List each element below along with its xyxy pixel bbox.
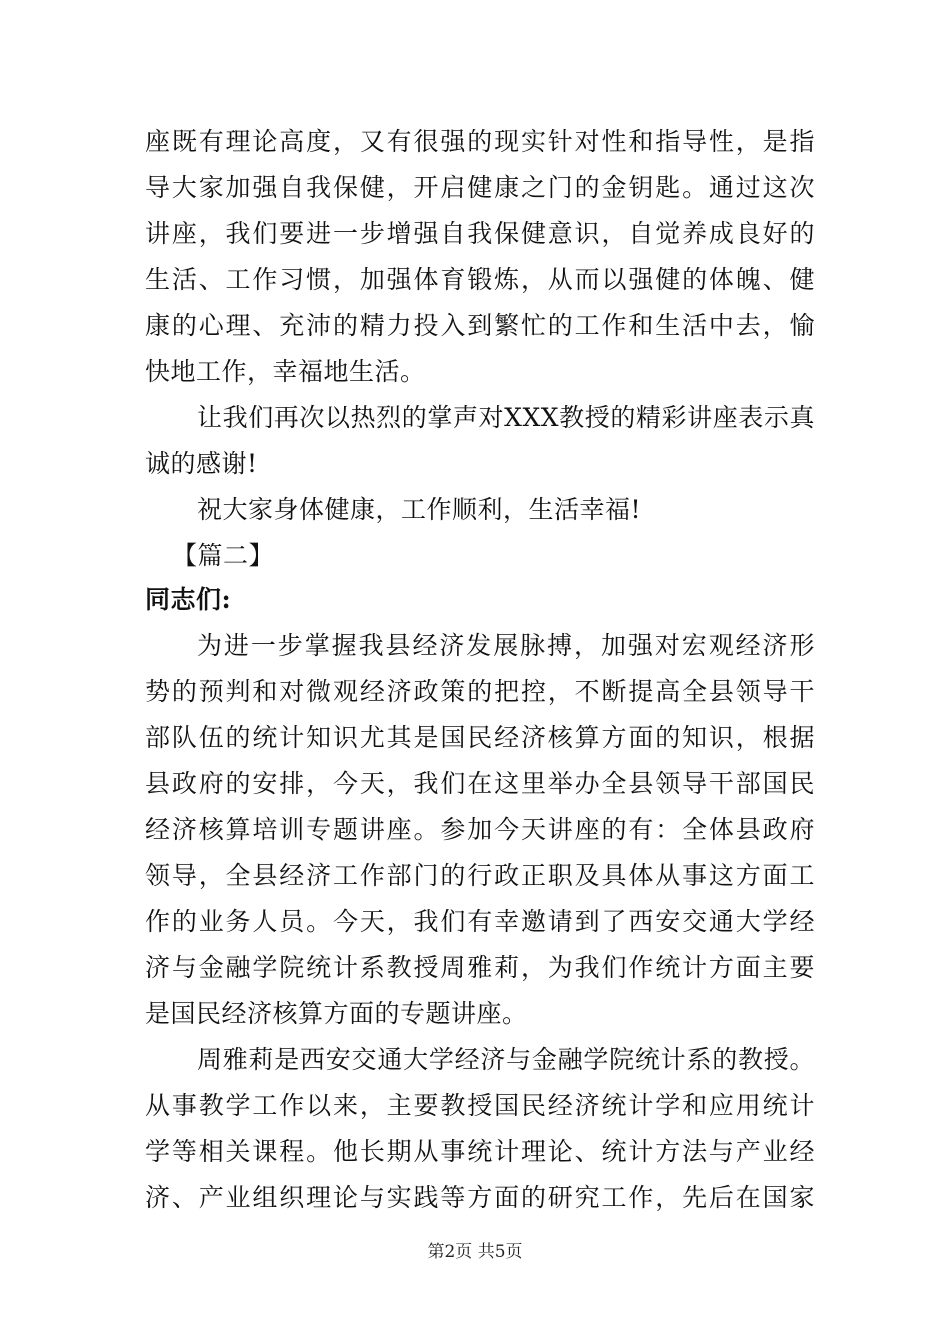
text-line: 康的心理、充沛的精力投入到繁忙的工作和生活中去，愉 [145,311,815,340]
text-line: 县政府的安排，今天，我们在这里举办全县领导干部国民 [145,769,815,798]
text-line: 作的业务人员。今天，我们有幸邀请到了西安交通大学经 [145,907,815,936]
text-line: 让我们再次以热烈的掌声对XXX教授的精彩讲座表示真 [197,403,815,432]
text-line: 诚的感谢! [145,449,258,478]
text-line: 经济核算培训专题讲座。参加今天讲座的有：全体县政府 [145,815,815,844]
salutation: 同志们: [145,585,232,614]
text-line: 快地工作，幸福地生活。 [145,357,426,386]
text-line: 从事教学工作以来，主要教授国民经济统计学和应用统计 [145,1091,815,1120]
page-footer: 第2页 共5页 [427,1242,523,1262]
text-line: 势的预判和对微观经济政策的把控，不断提高全县领导干 [145,677,815,706]
text-line: 导大家加强自我保健，开启健康之门的金钥匙。通过这次 [145,173,815,202]
text-line: 济与金融学院统计系教授周雅莉，为我们作统计方面主要 [145,953,815,982]
text-line: 为进一步掌握我县经济发展脉搏，加强对宏观经济形 [197,631,815,660]
text-line: 济、产业组织理论与实践等方面的研究工作，先后在国家 [145,1183,815,1212]
text-line: 祝大家身体健康，工作顺利，生活幸福! [197,495,642,524]
text-line: 领导，全县经济工作部门的行政正职及具体从事这方面工 [145,861,815,890]
text-line: 生活、工作习惯，加强体育锻炼，从而以强健的体魄、健 [145,265,815,294]
text-line: 学等相关课程。他长期从事统计理论、统计方法与产业经 [145,1137,815,1166]
text-line: 是国民经济核算方面的专题讲座。 [145,999,528,1028]
section-heading: 【篇二】 [172,541,275,570]
text-line: 讲座，我们要进一步增强自我保健意识，自觉养成良好的 [145,219,815,248]
text-line: 座既有理论高度，又有很强的现实针对性和指导性，是指 [145,127,815,156]
text-line: 部队伍的统计知识尤其是国民经济核算方面的知识，根据 [145,723,815,752]
text-line: 周雅莉是西安交通大学经济与金融学院统计系的教授。 [197,1045,815,1074]
